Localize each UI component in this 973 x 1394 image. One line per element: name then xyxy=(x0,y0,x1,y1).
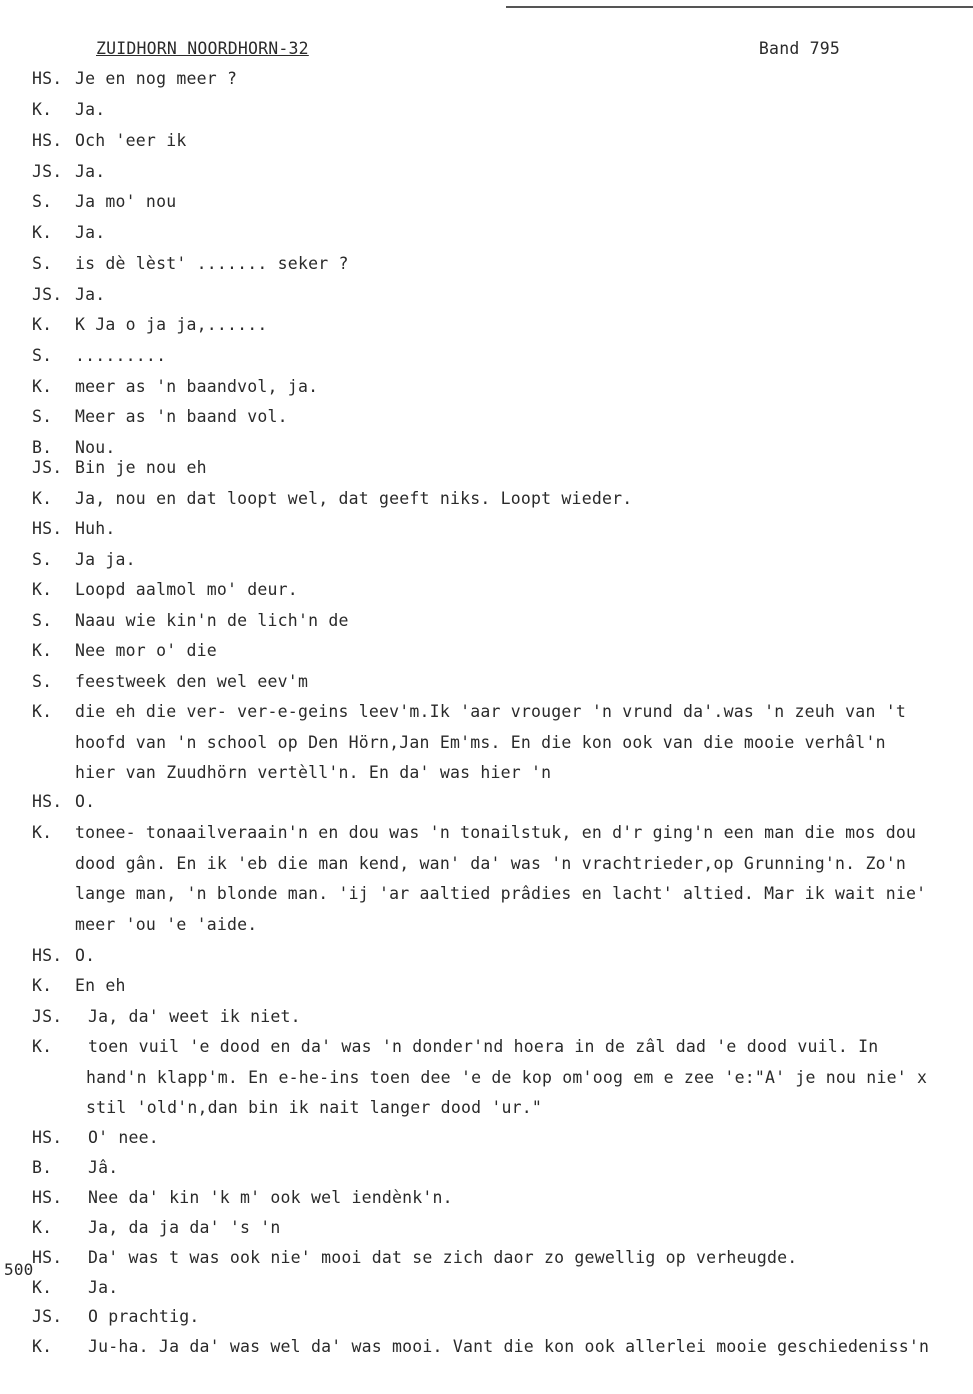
utterance-text: Ja. xyxy=(75,285,106,304)
speaker-label: K. xyxy=(32,223,53,242)
speaker-label: K. xyxy=(32,1037,53,1056)
speaker-label: HS. xyxy=(32,69,63,88)
utterance-text: Och 'eer ik xyxy=(75,131,187,150)
utterance-text: Nee mor o' die xyxy=(75,641,217,660)
utterance-text: Loopd aalmol mo' deur. xyxy=(75,580,298,599)
speaker-label: HS. xyxy=(32,1128,63,1147)
utterance-text: O' nee. xyxy=(88,1128,159,1147)
speaker-label: K. xyxy=(32,641,53,660)
speaker-label: S. xyxy=(32,550,53,569)
utterance-continuation: meer 'ou 'e 'aide. xyxy=(75,915,258,934)
utterance-text: die eh die ver- ver-e-geins leev'm.Ik 'aar vrouger 'n vrund da'.was 'n zeuh van 't xyxy=(75,702,906,721)
speaker-label: B. xyxy=(32,1158,53,1177)
utterance-text: Meer as 'n baand vol. xyxy=(75,407,288,426)
utterance-continuation: hier van Zuudhörn vertèll'n. En da' was hier 'n xyxy=(75,763,552,782)
speaker-label: JS. xyxy=(32,162,63,181)
utterance-text: toen vuil 'e dood en da' was 'n donder'nd hoera in de zâl dad 'e dood vuil. In xyxy=(88,1037,879,1056)
utterance-text: K Ja o ja ja,...... xyxy=(75,315,268,334)
speaker-label: S. xyxy=(32,611,53,630)
utterance-continuation: lange man, 'n blonde man. 'ij 'ar aaltied prâdies en lacht' altied. Mar ik wait nie' xyxy=(75,884,927,903)
speaker-label: K. xyxy=(32,1278,53,1297)
speaker-label: HS. xyxy=(32,1188,63,1207)
utterance-text: Je en nog meer ? xyxy=(75,69,238,88)
utterance-text: Da' was t was ook nie' mooi dat se zich daor zo gewellig op verheugde. xyxy=(88,1248,798,1267)
utterance-text: Ja. xyxy=(75,100,106,119)
utterance-text: O. xyxy=(75,946,96,965)
utterance-text: is dè lèst' ....... seker ? xyxy=(75,254,349,273)
speaker-label: K. xyxy=(32,976,53,995)
utterance-text: Ja, da ja da' 's 'n xyxy=(88,1218,281,1237)
top-rule xyxy=(506,6,973,8)
speaker-label: HS. xyxy=(32,131,63,150)
speaker-label: JS. xyxy=(32,285,63,304)
speaker-label: K. xyxy=(32,1218,53,1237)
speaker-label: JS. xyxy=(32,1007,63,1026)
utterance-text: Jâ. xyxy=(88,1158,119,1177)
speaker-label: HS. xyxy=(32,519,63,538)
utterance-text: Ja ja. xyxy=(75,550,136,569)
utterance-text: Huh. xyxy=(75,519,116,538)
speaker-label: HS. xyxy=(32,792,63,811)
utterance-continuation: stil 'old'n,dan bin ik nait langer dood 'ur." xyxy=(86,1098,543,1117)
utterance-text: Nee da' kin 'k m' ook wel iendènk'n. xyxy=(88,1188,453,1207)
utterance-text: Ja. xyxy=(75,223,106,242)
speaker-label: S. xyxy=(32,254,53,273)
page-header xyxy=(96,39,856,63)
speaker-label: K. xyxy=(32,580,53,599)
speaker-label: JS. xyxy=(32,1307,63,1326)
speaker-label: B. xyxy=(32,438,53,457)
band-number: Band 795 xyxy=(758,39,840,58)
utterance-text: Ja, nou en dat loopt wel, dat geeft niks. Loopt wieder. xyxy=(75,489,633,508)
utterance-text: En eh xyxy=(75,976,126,995)
speaker-label: K. xyxy=(32,823,53,842)
speaker-label: S. xyxy=(32,192,53,211)
speaker-label: S. xyxy=(32,407,53,426)
speaker-label: JS. xyxy=(32,458,63,477)
utterance-text: O prachtig. xyxy=(88,1307,200,1326)
speaker-label: S. xyxy=(32,672,53,691)
speaker-label: K. xyxy=(32,377,53,396)
speaker-label: HS. xyxy=(32,946,63,965)
utterance-text: feestweek den wel eev'm xyxy=(75,672,309,691)
utterance-continuation: hoofd van 'n school op Den Hörn,Jan Em'ms. En die kon ook van die mooie verhâl'n xyxy=(75,733,886,752)
speaker-label: K. xyxy=(32,315,53,334)
utterance-text: Ja mo' nou xyxy=(75,192,177,211)
speaker-label: K. xyxy=(32,489,53,508)
speaker-label: K. xyxy=(32,702,53,721)
speaker-label: K. xyxy=(32,100,53,119)
utterance-text: Ja. xyxy=(88,1278,119,1297)
utterance-text: Ju-ha. Ja da' was wel da' was mooi. Vant die kon ook allerlei mooie geschiedeniss'n xyxy=(88,1337,930,1356)
utterance-text: Nou. xyxy=(75,438,116,457)
speaker-label: K. xyxy=(32,1337,53,1356)
utterance-text: Ja. xyxy=(75,162,106,181)
utterance-text: tonee- tonaailveraain'n en dou was 'n tonailstuk, en d'r ging'n een man die mos dou xyxy=(75,823,917,842)
utterance-text: Bin je nou eh xyxy=(75,458,207,477)
speaker-label: HS. xyxy=(32,1248,63,1267)
margin-number: 500 xyxy=(4,1260,34,1279)
utterance-text: ......... xyxy=(75,346,167,365)
utterance-text: Ja, da' weet ik niet. xyxy=(88,1007,301,1026)
utterance-continuation: hand'n klapp'm. En e-he-ins toen dee 'e de kop om'oog em e zee 'e:"A' je nou nie' x xyxy=(86,1068,928,1087)
utterance-text: meer as 'n baandvol, ja. xyxy=(75,377,319,396)
utterance-continuation: dood gân. En ik 'eb die man kend, wan' da' was 'n vrachtrieder,op Grunning'n. Zo'n xyxy=(75,854,906,873)
utterance-text: Naau wie kin'n de lich'n de xyxy=(75,611,349,630)
speaker-label: S. xyxy=(32,346,53,365)
utterance-text: O. xyxy=(75,792,96,811)
document-title: ZUIDHORN NOORDHORN-32 xyxy=(96,39,309,58)
